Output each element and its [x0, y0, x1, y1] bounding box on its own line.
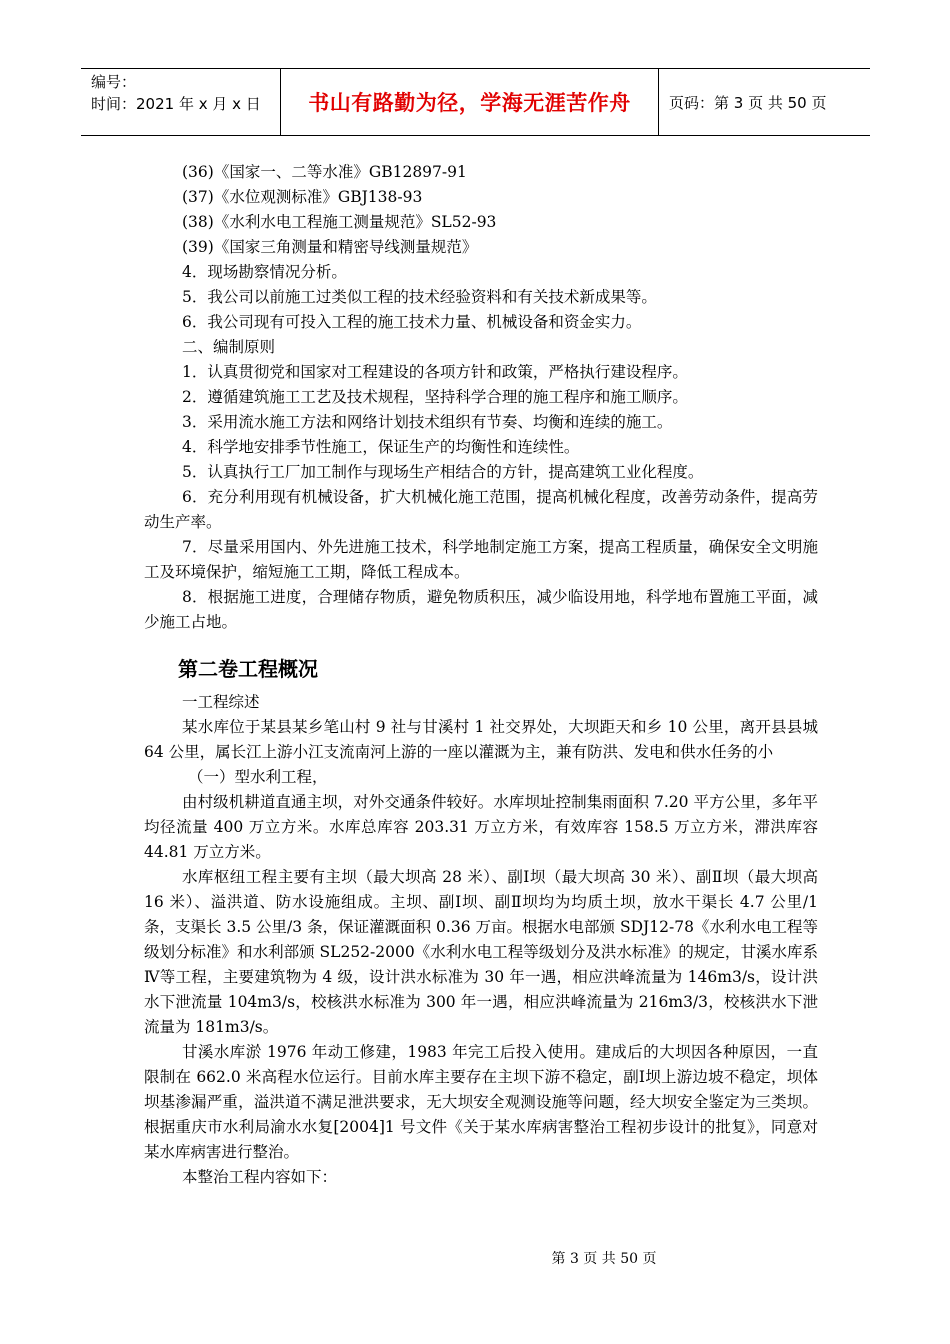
principle-item: 3．采用流水施工方法和网络计划技术组织有节奏、均衡和连续的施工。 [182, 413, 673, 431]
header-motto: 书山有路勤为径，学海无涯苦作舟 [281, 69, 659, 135]
page-header [81, 68, 870, 136]
reference-item: (38)《水利水电工程施工测量规范》SL52-93 [182, 213, 497, 231]
volume-title: 第二卷工程概况 [178, 657, 318, 681]
overview-heading: 一工程综述 [182, 693, 260, 711]
document-time-label: 时间：2021 年 x 月 x 日 [91, 95, 261, 113]
reference-item: (37)《水位观测标准》GBJ138-93 [182, 188, 423, 206]
overview-subheading: （一）型水利工程， [188, 768, 328, 786]
principle-item: 8．根据施工进度，合理储存物质，避免物质积压，减少临设用地，科学地布置施工平面，减少施工占地。 [144, 588, 818, 631]
overview-paragraph: 水库枢纽工程主要有主坝（最大坝高 28 米）、副Ⅰ坝（最大坝高 30 米）、副Ⅱ坝（最大坝高 16 米）、溢洪道、防水设施组成。主坝、副Ⅰ坝、副Ⅱ坝均为均质土坝，放水干渠长 4.7 公里/1 条，支渠长 3.5 公里/3 条，保证灌溉面积 0.36 万亩。根据水电部颁 SDJ12-78《水利水电工程等级划分标准》和水利部颁 SL252-2000《水利水电工程等级划分及洪水标准》的规定，甘溪水库系Ⅳ等工程，主要建筑物为 4 级，设计洪水标准为 30 年一遇，相应洪峰流量为 146m3/s，设计洪水下泄流量 104m3/s，校核洪水标准为 300 年一遇，相应洪峰流量为 216m3/3，校核洪水下泄流量为 181m3/s。 [144, 868, 818, 1036]
overview-paragraph: 甘溪水库淤 1976 年动工修建，1983 年完工后投入使用。建成后的大坝因各种原因，一直限制在 662.0 米高程水位运行。目前水库主要存在主坝下游不稳定，副Ⅰ坝上游边坡不稳定，坝体坝基渗漏严重，溢洪道不满足泄洪要求，无大坝安全观测设施等问题，经大坝安全鉴定为三类坝。根据重庆市水利局渝水水复[2004]1 号文件《关于某水库病害整治工程初步设计的批复》，同意对某水库病害进行整治。 [144, 1043, 818, 1161]
principle-item: 7．尽量采用国内、外先进施工技术，科学地制定施工方案，提高工程质量，确保安全文明施工及环境保护，缩短施工工期，降低工程成本。 [144, 538, 818, 581]
overview-paragraph: 由村级机耕道直通主坝，对外交通条件较好。水库坝址控制集雨面积 7.20 平方公里，多年平均径流量 400 万立方米。水库总库容 203.31 万立方米，有效库容 158.5 万立方米，滞洪库容 44.81 万立方米。 [144, 793, 818, 861]
reference-item: (39)《国家三角测量和精密导线测量规范》 [182, 238, 478, 256]
basis-item: 4．现场勘察情况分析。 [182, 263, 347, 281]
principle-item: 4．科学地安排季节性施工，保证生产的均衡性和连续性。 [182, 438, 580, 456]
principles-heading: 二、编制原则 [182, 338, 276, 356]
document-number-label: 编号： [91, 73, 137, 91]
page-footer: 第 3 页 共 50 页 [551, 1251, 657, 1267]
principle-item: 6．充分利用现有机械设备，扩大机械化施工范围，提高机械化程度，改善劳动条件，提高劳动生产率。 [144, 488, 818, 531]
overview-paragraph: 某水库位于某县某乡笔山村 9 社与甘溪村 1 社交界处，大坝距天和乡 10 公里，离开县县城 64 公里，属长江上游小江支流南河上游的一座以灌溉为主，兼有防洪、发电和供水任务的小 [144, 718, 818, 761]
document-body [144, 160, 818, 1190]
principle-item: 5．认真执行工厂加工制作与现场生产相结合的方针，提高建筑工业化程度。 [182, 463, 704, 481]
overview-paragraph: 本整治工程内容如下： [182, 1168, 338, 1186]
reference-item: (36)《国家一、二等水准》GB12897-91 [182, 163, 467, 181]
header-page-info: 页码：第 3 页 共 50 页 [669, 93, 827, 112]
basis-item: 6．我公司现有可投入工程的施工技术力量、机械设备和资金实力。 [182, 313, 642, 331]
basis-item: 5．我公司以前施工过类似工程的技术经验资料和有关技术新成果等。 [182, 288, 657, 306]
header-meta [81, 69, 281, 135]
principle-item: 1．认真贯彻党和国家对工程建设的各项方针和政策，严格执行建设程序。 [182, 363, 688, 381]
principle-item: 2．遵循建筑施工工艺及技术规程，坚持科学合理的施工程序和施工顺序。 [182, 388, 688, 406]
